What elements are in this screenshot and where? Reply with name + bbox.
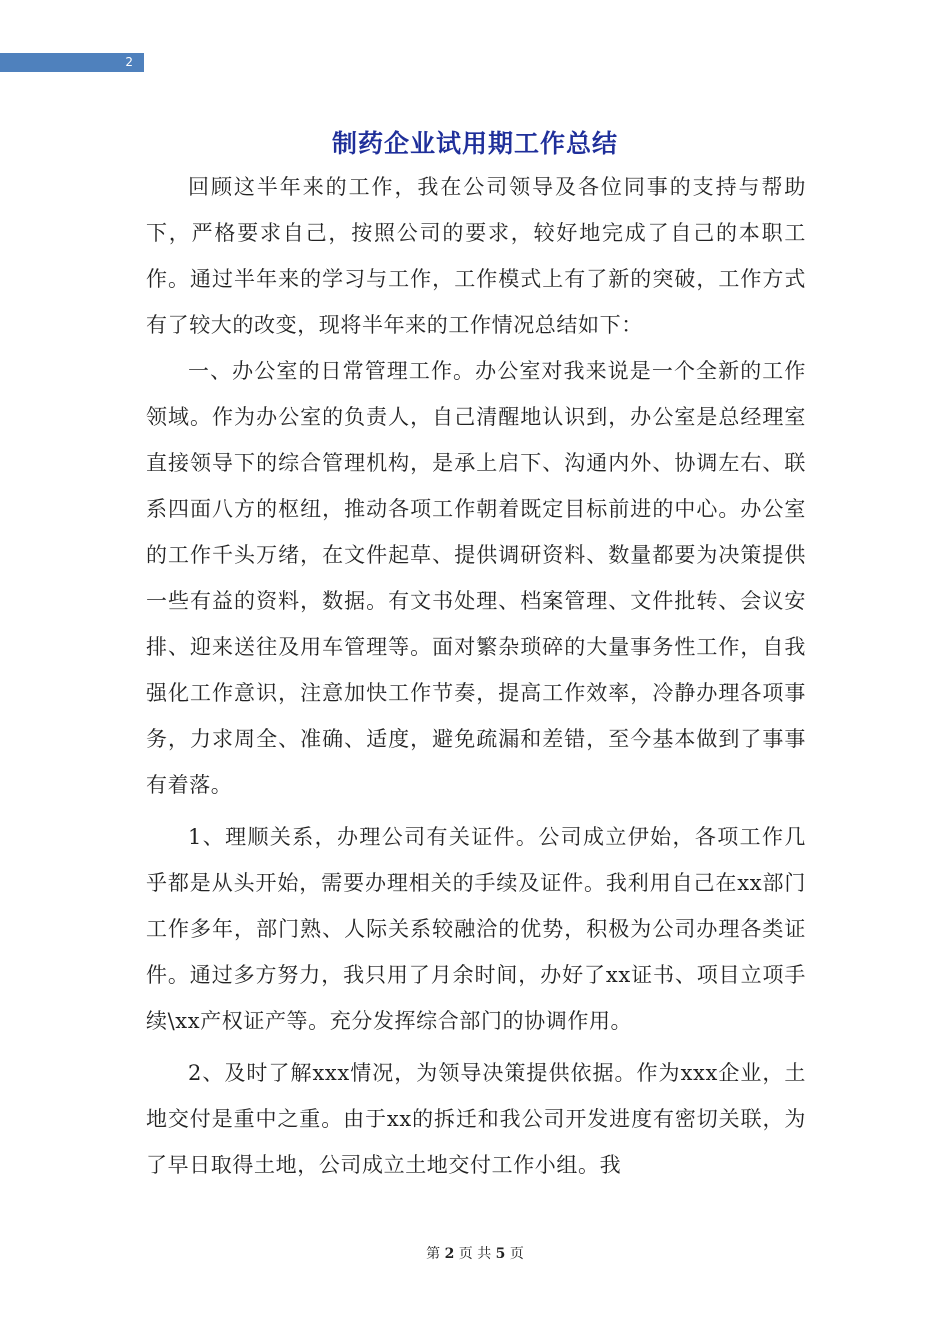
page-number-tab: 2	[0, 53, 144, 72]
footer-current-page: 2	[444, 1246, 455, 1262]
paragraph-land-delivery: 2、及时了解xxx情况，为领导决策提供依据。作为xxx企业，土地交付是重中之重。由于xx的拆迁和我公司开发进度有密切关联，为了早日取得土地，公司成立土地交付工作小组。我	[146, 1061, 806, 1177]
paragraph-certificates: 1、理顺关系，办理公司有关证件。公司成立伊始，各项工作几乎都是从头开始，需要办理相关的手续及证件。我利用自己在xx部门工作多年，部门熟、人际关系较融洽的优势，积极为公司办理各类证件。通过多方努力，我只用了月余时间，办好了xx证书、项目立项手续\xx产权证产等。充分发挥综合部门的协调作用。	[146, 825, 806, 1033]
footer-middle: 页 共	[458, 1246, 492, 1262]
footer-suffix: 页	[509, 1246, 524, 1262]
footer-total-pages: 5	[495, 1246, 506, 1262]
footer-prefix: 第	[426, 1246, 441, 1262]
paragraph-intro: 回顾这半年来的工作，我在公司领导及各位同事的支持与帮助下，严格要求自己，按照公司的要求，较好地完成了自己的本职工作。通过半年来的学习与工作，工作模式上有了新的突破，工作方式有了较大的改变，现将半年来的工作情况总结如下：	[146, 175, 806, 337]
document-title: 制药企业试用期工作总结	[331, 129, 618, 158]
page-footer	[0, 1244, 950, 1264]
document-body	[146, 164, 806, 1188]
paragraph-office-management: 一、办公室的日常管理工作。办公室对我来说是一个全新的工作领域。作为办公室的负责人，自己清醒地认识到，办公室是总经理室直接领导下的综合管理机构，是承上启下、沟通内外、协调左右、联系四面八方的枢纽，推动各项工作朝着既定目标前进的中心。办公室的工作千头万绪，在文件起草、提供调研资料、数量都要为决策提供一些有益的资料，数据。有文书处理、档案管理、文件批转、会议安排、迎来送往及用车管理等。面对繁杂琐碎的大量事务性工作，自我强化工作意识，注意加快工作节奏，提高工作效率，冷静办理各项事务，力求周全、准确、适度，避免疏漏和差错，至今基本做到了事事有着落。	[146, 359, 806, 797]
